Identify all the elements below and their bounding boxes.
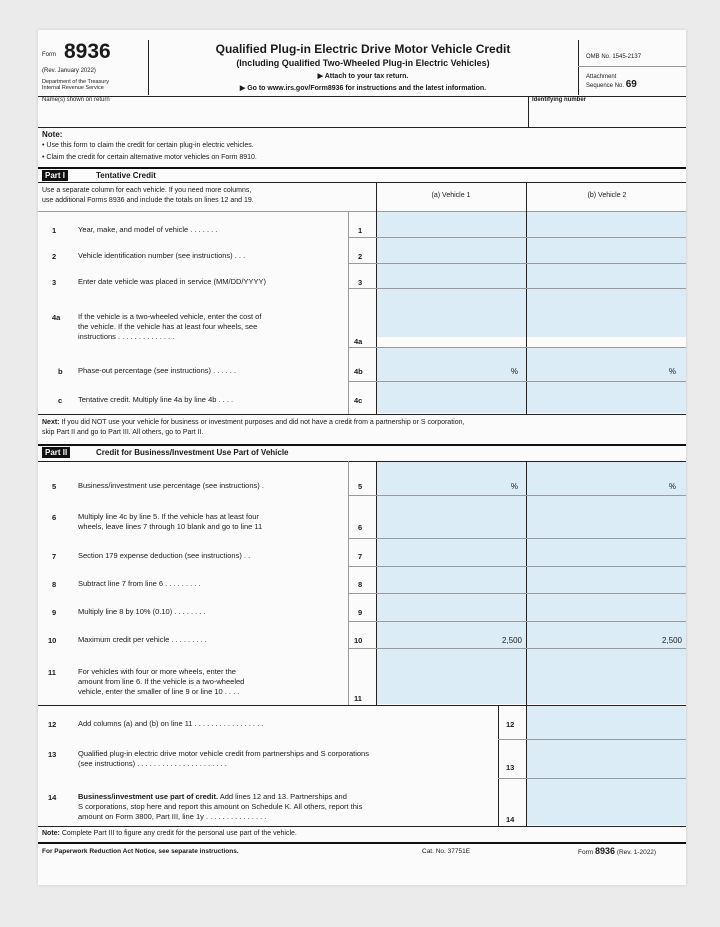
line-number: 3 <box>52 278 57 287</box>
attach-instruction: ▶ Attach to your tax return. <box>317 73 409 80</box>
column-b-header: (b) Vehicle 2 <box>587 192 627 199</box>
form-title: Qualified Plug-in Electric Drive Motor Vehicle Credit <box>215 42 511 56</box>
line-4c-vehicle-1-input[interactable] <box>377 382 526 413</box>
name-input[interactable] <box>42 105 524 125</box>
paperwork-notice: For Paperwork Reduction Act Notice, see separate instructions. <box>42 848 239 855</box>
line-4b-description: Phase-out percentage (see instructions) . . . . . . <box>78 366 236 375</box>
line-box-label: 8 <box>358 580 363 589</box>
line-4a-vehicle-1-input[interactable] <box>377 289 526 337</box>
line-box-label: 9 <box>358 608 363 617</box>
identifying-number-label: Identifying number <box>532 97 586 103</box>
attachment-sequence: Attachment Sequence No. 69 <box>586 74 637 90</box>
percent-sign: % <box>510 482 518 491</box>
line-box-label: 4b <box>354 367 363 376</box>
line-8-vehicle-1-input[interactable] <box>377 567 526 593</box>
note-bullet-2: • Claim the credit for certain alternative motor vehicles on Form 8910. <box>42 154 257 161</box>
column-a-header: (a) Vehicle 1 <box>431 192 471 199</box>
line-number: 1 <box>52 226 57 235</box>
line-5-description: Business/investment use percentage (see instructions) . <box>78 481 264 490</box>
line-4b-vehicle-1-input[interactable] <box>377 348 526 381</box>
line-7-vehicle-1-input[interactable] <box>377 539 526 566</box>
line-14-description: Business/investment use part of credit. Add lines 12 and 13. Partnerships and S corporations, stop here and report this amount on Schedule K. All others, report this amount on Form 3800, Part III, line 1y . . . . . . . . . . . . . . . <box>78 792 363 821</box>
max-credit-vehicle-2: 2,500 <box>661 636 682 645</box>
line-box-label: 5 <box>358 482 363 491</box>
line-number: 8 <box>52 580 57 589</box>
line-1-vehicle-1-input[interactable] <box>377 212 526 237</box>
department-label: Department of the Treasury Internal Revenue Service <box>42 79 109 91</box>
line-box-label: 4a <box>354 337 363 346</box>
line-8-vehicle-2-input[interactable] <box>527 567 686 593</box>
line-2-description: Vehicle identification number (see instructions) . . . <box>78 251 246 260</box>
line-number: 12 <box>48 720 57 729</box>
line-9-vehicle-1-input[interactable] <box>377 594 526 621</box>
line-1-vehicle-2-input[interactable] <box>527 212 686 237</box>
line-box-label: 2 <box>358 252 363 261</box>
note-label: Note: <box>42 130 63 139</box>
line-number: 9 <box>52 608 57 617</box>
footer-form-id: Form 8936 (Rev. 1-2022) <box>578 846 657 856</box>
line-10-description: Maximum credit per vehicle . . . . . . . . . <box>78 635 207 644</box>
form-word: Form <box>42 52 56 58</box>
part-1-tag: Part I <box>42 170 68 181</box>
line-13-description: Qualified plug-in electric drive motor vehicle credit from partnerships and S corporations (see instructions) . . . . . . . . . . . . . . . . . . . . . . <box>78 749 369 768</box>
line-box-label: 11 <box>354 694 362 703</box>
part-1-intro: Use a separate column for each vehicle. If you need more columns, use additional Forms 8936 and include the totals on lines 12 and 19. <box>42 187 254 204</box>
line-12-description: Add columns (a) and (b) on line 11 . . . . . . . . . . . . . . . . . <box>78 719 264 728</box>
form-subtitle: (Including Qualified Two-Wheeled Plug-in Electric Vehicles) <box>236 58 490 68</box>
line-number: 11 <box>48 668 56 677</box>
line-3-vehicle-1-input[interactable] <box>377 264 526 288</box>
line-4b-vehicle-2-input[interactable] <box>527 348 686 381</box>
line-box-label: 7 <box>358 552 363 561</box>
catalog-number: Cat. No. 37751E <box>422 848 471 855</box>
line-7-vehicle-2-input[interactable] <box>527 539 686 566</box>
line-11-description: For vehicles with four or more wheels, enter the amount from line 6. If the vehicle is a two-wheeled vehicle, enter the smaller of line 9 or line 10 . . . . <box>78 667 245 696</box>
line-number: b <box>58 367 63 376</box>
line-9-description: Multiply line 8 by 10% (0.10) . . . . . . . . <box>78 607 206 616</box>
line-number: 7 <box>52 552 57 561</box>
line-box-label: 12 <box>506 720 515 729</box>
line-1-description: Year, make, and model of vehicle . . . . . . . <box>78 225 218 234</box>
line-11-vehicle-2-input[interactable] <box>527 649 686 704</box>
line-4a-description: If the vehicle is a two-wheeled vehicle, enter the cost of the vehicle. If the vehicle has at least four wheels, see instructions . . . . . . . . . . . . . . <box>78 312 262 341</box>
identifying-number-input[interactable] <box>532 105 682 125</box>
line-8-description: Subtract line 7 from line 6 . . . . . . . . . <box>78 579 201 588</box>
line-12-input[interactable] <box>527 706 686 739</box>
line-box-label: 4c <box>354 396 363 405</box>
line-6-vehicle-1-input[interactable] <box>377 496 526 538</box>
note-bullet-1: • Use this form to claim the credit for certain plug-in electric vehicles. <box>42 142 254 149</box>
form-8936-page <box>38 30 686 885</box>
name-label: Name(s) shown on return <box>42 97 110 103</box>
line-box-label: 14 <box>506 815 515 824</box>
revision-date: (Rev. January 2022) <box>42 68 96 74</box>
line-box-label: 1 <box>358 226 363 235</box>
line-box-label: 3 <box>358 278 363 287</box>
line-number: 13 <box>48 750 57 759</box>
line-4c-description: Tentative credit. Multiply line 4a by line 4b . . . . <box>78 395 234 404</box>
line-number: 6 <box>52 513 57 522</box>
line-11-vehicle-1-input[interactable] <box>377 649 526 704</box>
line-4a-vehicle-2-input[interactable] <box>527 289 686 337</box>
part-3-note: Note: Complete Part III to figure any credit for the personal use part of the vehicle. <box>42 830 297 837</box>
line-2-vehicle-1-input[interactable] <box>377 238 526 263</box>
next-instruction: Next: If you did NOT use your vehicle for business or investment purposes and did not have a credit from a partnership or S corporation, skip Part II and go to Part III. All others, go to Part II. <box>42 419 465 436</box>
omb-number: OMB No. 1545-2137 <box>586 54 642 60</box>
line-9-vehicle-2-input[interactable] <box>527 594 686 621</box>
line-box-label: 10 <box>354 636 363 645</box>
line-7-description: Section 179 expense deduction (see instructions) . . <box>78 551 251 560</box>
line-4c-vehicle-2-input[interactable] <box>527 382 686 413</box>
line-6-vehicle-2-input[interactable] <box>527 496 686 538</box>
part-2-title: Credit for Business/Investment Use Part of Vehicle <box>96 448 289 457</box>
part-2-tag: Part II <box>42 447 70 458</box>
line-number: 4a <box>52 313 61 322</box>
part-1-title: Tentative Credit <box>96 171 156 180</box>
line-number: 10 <box>48 636 57 645</box>
form-number: 8936 <box>64 40 111 63</box>
line-number: 5 <box>52 482 57 491</box>
line-3-description: Enter date vehicle was placed in service (MM/DD/YYYY) <box>78 277 266 286</box>
percent-sign: % <box>510 367 518 376</box>
sequence-number: 69 <box>625 79 637 90</box>
max-credit-vehicle-1: 2,500 <box>501 636 522 645</box>
line-2-vehicle-2-input[interactable] <box>527 238 686 263</box>
line-number: 2 <box>52 252 57 261</box>
line-box-label: 6 <box>358 523 363 532</box>
line-number: 14 <box>48 793 57 802</box>
percent-sign: % <box>668 367 676 376</box>
percent-sign: % <box>668 482 676 491</box>
line-box-label: 13 <box>506 763 515 772</box>
goto-instruction: ▶ Go to www.irs.gov/Form8936 for instructions and the latest information. <box>239 85 487 92</box>
line-14-input[interactable] <box>527 779 686 825</box>
line-number: c <box>58 396 63 405</box>
line-3-vehicle-2-input[interactable] <box>527 264 686 288</box>
line-6-description: Multiply line 4c by line 5. If the vehicle has at least four wheels, leave lines 7 through 10 blank and go to line 11 <box>78 512 263 531</box>
line-13-input[interactable] <box>527 740 686 778</box>
